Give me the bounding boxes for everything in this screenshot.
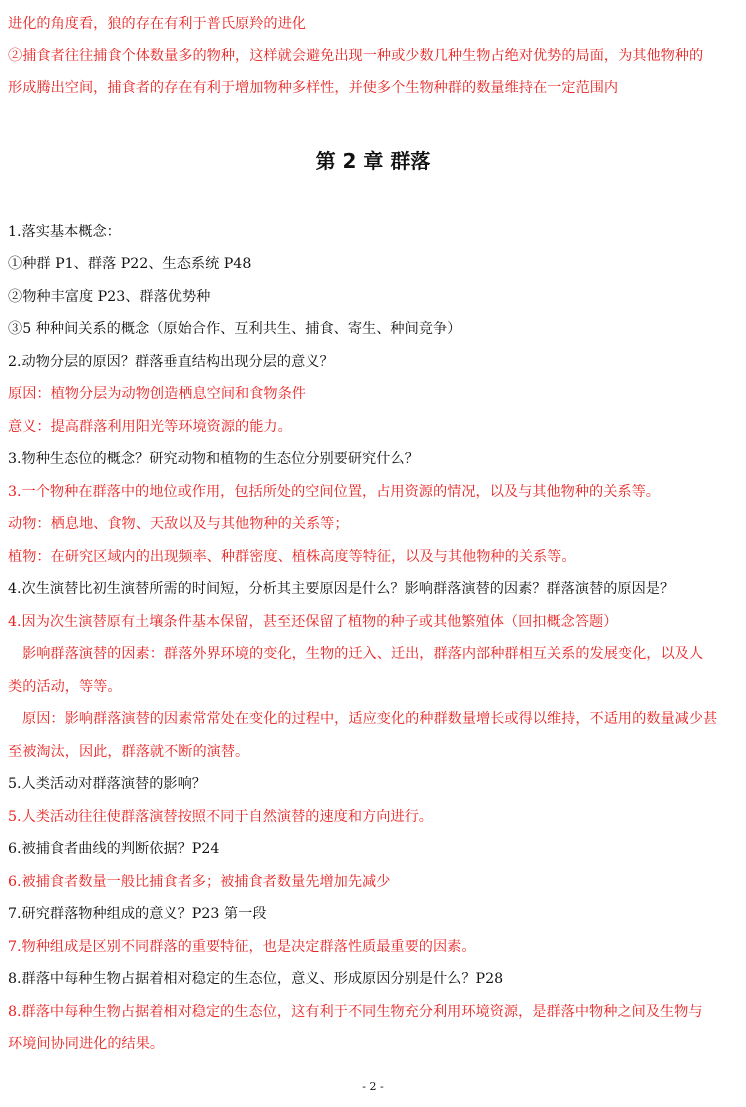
top-line-2: ②捕食者往往捕食个体数量多的物种，这样就会避免出现一种或少数几种生物占绝对优势的局面，为其他物种的 (8, 48, 704, 64)
question-5: 5.人类活动对群落演替的影响？ (8, 776, 206, 792)
answer-4-line-3: 类的活动，等等。 (8, 679, 122, 695)
answer-7: 7.物种组成是区别不同群落的重要特征，也是决定群落性质最重要的因素。 (8, 939, 476, 955)
concept-line-3: ③5 种种间关系的概念（原始合作、互利共生、捕食、寄生、种间竞争） (8, 321, 462, 337)
answer-3: 3.一个物种在群落中的地位或作用，包括所处的空间位置，占用资源的情况，以及与其他物种的关系等。 (8, 484, 660, 500)
answer-4-line-5: 至被淘汰，因此，群落就不断的演替。 (8, 744, 250, 760)
answer-3-plant: 植物：在研究区域内的出现频率、种群密度、植株高度等特征，以及与其他物种的关系等。 (8, 549, 576, 565)
answer-4-line-1: 4.因为次生演替原有土壤条件基本保留，甚至还保留了植物的种子或其他繁殖体（回扣概念答题） (8, 614, 618, 630)
question-3: 3.物种生态位的概念？研究动物和植物的生态位分别要研究什么？ (8, 451, 419, 467)
answer-5: 5.人类活动往往使群落演替按照不同于自然演替的速度和方向进行。 (8, 809, 433, 825)
answer-8-line-1: 8.群落中每种生物占据着相对稳定的生态位，这有利于不同生物充分利用环境资源，是群落中物种之间及生物与 (8, 1004, 703, 1020)
concept-line-1: ①种群 P1、群落 P22、生态系统 P48 (8, 256, 252, 272)
answer-2-meaning: 意义：提高群落利用阳光等环境资源的能力。 (8, 419, 292, 435)
answer-2-reason: 原因：植物分层为动物创造栖息空间和食物条件 (8, 386, 306, 402)
question-2: 2.动物分层的原因？群落垂直结构出现分层的意义？ (8, 354, 334, 370)
question-7: 7.研究群落物种组成的意义？P23 第一段 (8, 906, 267, 922)
page-number: - 2 - (362, 1080, 384, 1093)
answer-6: 6.被捕食者数量一般比捕食者多；被捕食者数量先增加先减少 (8, 874, 391, 890)
top-line-3: 形成腾出空间，捕食者的存在有利于增加物种多样性，并使多个生物种群的数量维持在一定范围内 (8, 80, 619, 96)
answer-4-line-4: 原因：影响群落演替的因素常常处在变化的过程中，适应变化的种群数量增长或得以维持，不适用的数量减少甚 (22, 711, 718, 727)
question-6: 6.被捕食者曲线的判断依据？P24 (8, 841, 220, 857)
question-8: 8.群落中每种生物占据着相对稳定的生态位，意义、形成原因分别是什么？P28 (8, 971, 504, 987)
answer-8-line-2: 环境间协同进化的结果。 (8, 1036, 165, 1052)
chapter-title: 第 2 章 群落 (315, 149, 431, 173)
answer-4-line-2: 影响群落演替的因素：群落外界环境的变化，生物的迁入、迁出，群落内部种群相互关系的发展变化，以及人 (22, 646, 704, 662)
question-4: 4.次生演替比初生演替所需的时间短，分析其主要原因是什么？影响群落演替的因素？群落演替的原因是？ (8, 581, 675, 597)
item-1-heading: 1.落实基本概念： (8, 224, 121, 240)
top-line-1: 进化的角度看，狼的存在有利于普氏原羚的进化 (8, 16, 306, 32)
concept-line-2: ②物种丰富度 P23、群落优势种 (8, 289, 211, 305)
answer-3-animal: 动物：栖息地、食物、天敌以及与其他物种的关系等； (8, 516, 349, 532)
